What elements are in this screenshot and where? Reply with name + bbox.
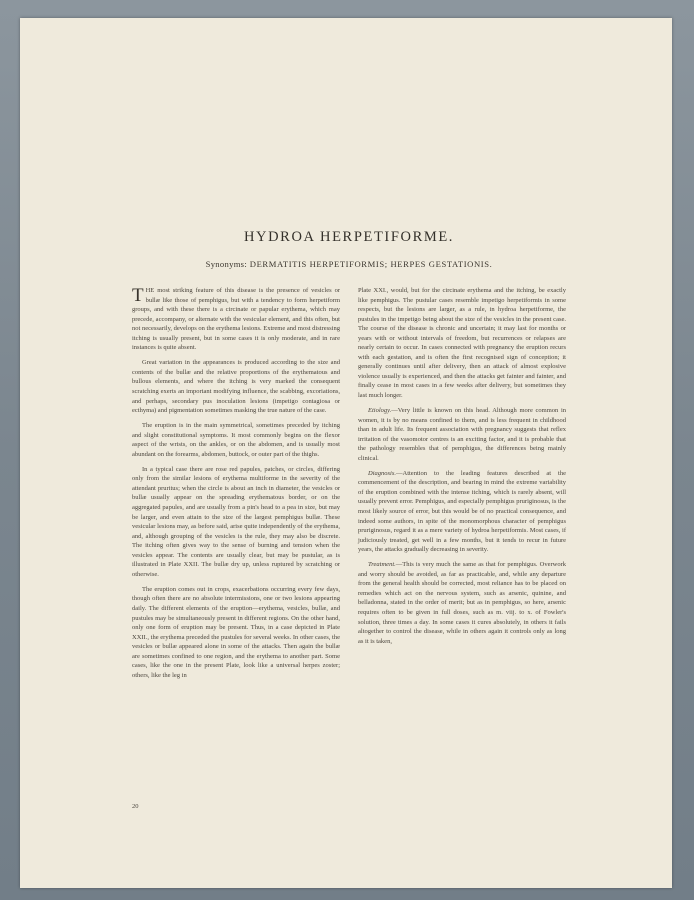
synonyms-label: Synonyms: <box>205 259 248 269</box>
etiology-text: —Very little is known on this head. Although more common in women, it is by no means confined to them, and is less frequent in childhood than in adult life. Its frequent association with pregnancy suggests that reflex irritation of the vasomotor centres is an exciting factor, and it is probable that the pathology resembles that of pemphigus, the differences being mainly clinical. <box>358 407 566 462</box>
diagnosis-text: —Attention to the leading features described at the commencement of the description, and bearing in mind the extreme variability of the eruption combined with the intense itching, which is rarely absent, will usually prevent error. Pemphigus, and especially pemphigus pruriginosus, is the most likely source of error, but this would be of no practical consequence, and indeed some authors, in spite of the monomorphous character of pemphigus pruriginosus, regard it as a mere variety of hydroa herpetiformis. Most cases, if judiciously treated, get well in a few months, but it tends to recur in future years, the attacks gradually decreasing in severity. <box>358 469 566 554</box>
paragraph-course: Plate XXI., would, but for the circinate erythema and the itching, be exactly like pemphigus. The pustular cases resemble impetigo herpetiformis in some respects, but the lesions are larger, as a rule, in hydroa herpetiforme, the pustules in the impetigo being about the size of the vesicles in the present case. The course of the disease is chronic and uncertain; it may last for months or years with or without intervals of freedom, but recurrences or relapses are nearly certain to occur. In cases connected with pregnancy the eruption recurs with each gestation, and is often the first recognised sign of conception; it generally continues until after delivery, then an attack of almost explosive violence usually is experienced, and then the attacks get fainter and fainter, and finally cease in most cases in a few weeks after delivery, but sometimes they last much longer. <box>358 287 566 400</box>
synonyms-line <box>132 258 566 270</box>
page-content <box>132 228 566 828</box>
paragraph-diagnosis <box>358 469 566 555</box>
treatment-heading: Treatment. <box>368 561 396 569</box>
drop-cap: T <box>132 285 144 306</box>
left-column <box>132 286 340 680</box>
diagnosis-heading: Diagnosis. <box>368 469 396 477</box>
paragraph-distribution: The eruption is in the main symmetrical, sometimes preceded by itching and slight constitutional symptoms. It most commonly begins on the flexor aspect of the wrists, on the ankles, or on the abdomen, and is usually most abundant on the forearms, abdomen, buttock, or outer part of the thighs. <box>132 422 340 458</box>
paragraph-etiology <box>358 406 566 463</box>
paragraph-intro-text: HE most striking feature of this disease is the presence of vesicles or bullæ like those of pemphigus, but with a tendency to form herpetiform groups, and with these there is a circinate or papular erythema, which may precede, accompany, or alternate with the vesicular element, and this often, but not necessarily, develops on the erythema lesions. Extreme and most distressing itching is usually present, but in some cases it is only moderate, and in rare instances is quite absent. <box>132 287 340 352</box>
page-sheet <box>20 18 672 888</box>
etiology-heading: Etiology. <box>368 407 392 415</box>
page-title: HYDROA HERPETIFORME. <box>243 229 455 245</box>
synonyms-text: DERMATITIS HERPETIFORMIS; HERPES GESTATIONIS. <box>249 259 493 269</box>
paragraph-treatment <box>358 560 566 646</box>
paragraph-typical-case: In a typical case there are rose red papules, patches, or circles, differing only from the similar lesions of erythema multiforme in the severity of the attendant pruritus; when the circle is about an inch in diameter, the vesicles or bullæ usually appear on the spreading erythematous border, or on the aggregated papules, and are usually from a pin's head to a pea in size, but may be larger, and even attain to the size of the largest pemphigus bullæ. These vesicular lesions may, as before said, arise quite independently of the erythema, and, although grouping of the vesicles is the rule, they may also be discrete. The itching often gives way to the sense of burning and tension when the vesicles appear. The contents are usually clear, but may be pustular, as is illustrated in Plate XXII. The bullæ dry up, unless ruptured by scratching or otherwise. <box>132 465 340 578</box>
page-number: 20 <box>132 803 139 810</box>
paragraph-variation: Great variation in the appearances is produced according to the size and contents of the bullæ and the relative proportions of the erythematous and bullous elements, and where the itching is very marked the consequent scratching exerts an important modifying influence, the scabbing, excoriations, and perhaps, secondary pus inoculation lesions (impetigo contagiosa or ecthyma) and pigmentation sometimes masking the true nature of the case. <box>132 359 340 415</box>
right-column <box>358 286 566 646</box>
paragraph-crops: The eruption comes out in crops, exacerbations occurring every few days, though often there are no absolute intermissions, one or two lesions appearing daily. The different elements of the eruption—erythema, vesicles, bullæ, and pustules may be simultaneously present in different regions. On the other hand, only one form of eruption may be present. Thus, in a case depicted in Plate XXII., the erythema preceded the pustules for several weeks. In other cases, the vesicles or bullæ appeared alone in some of the attacks. Then again the bullæ are sometimes confined to one region, and the erythema to another part. Some cases, like the one in the present Plate, look like a universal herpes zoster; others, like the leg in <box>132 585 340 679</box>
paragraph-intro <box>132 286 340 353</box>
treatment-text: —This is very much the same as that for pemphigus. Overwork and worry should be avoided, as far as practicable, and, while any departure from the general health should be corrected, most reliance has to be placed on remedies which act on the nervous system, such as arsenic, quinine, and belladonna, stated in the order of merit; but as in pemphigus, so here, arsenic requires often to be given in full doses, such as m. viij. to x. of Fowler's solution, three times a day. In some cases it cures absolutely, in others it fails altogether to control the disease, while in others again it controls only as long as it is taken, <box>358 561 566 645</box>
